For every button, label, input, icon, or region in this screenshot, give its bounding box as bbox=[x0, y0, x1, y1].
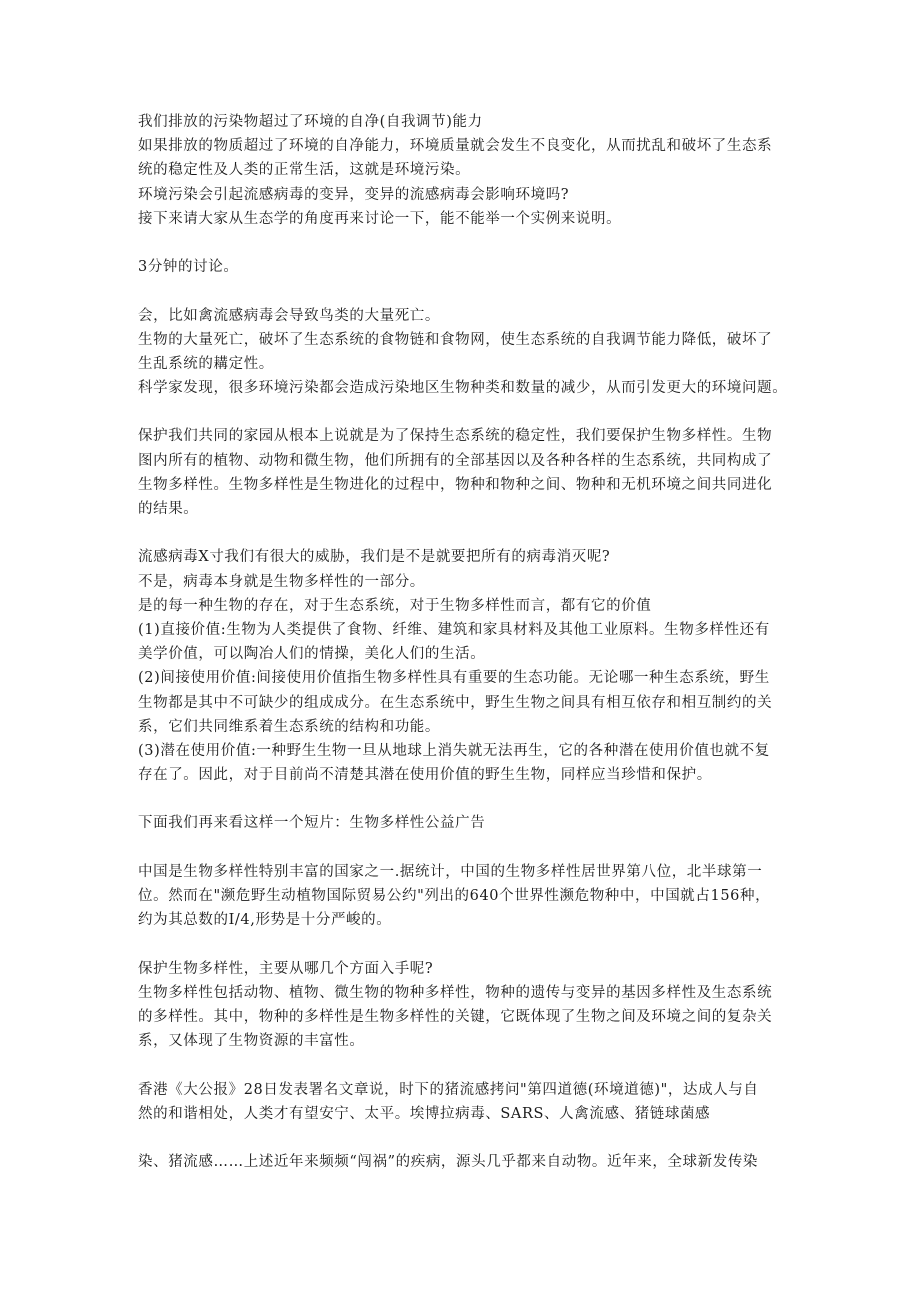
text-line: 是的每一种生物的存在，对于生态系统，对于生物多样性而言，都有它的价值 bbox=[138, 597, 652, 614]
document-body bbox=[138, 110, 798, 1174]
text-line: 的多样性。其中，物种的多样性是生物多样性的关键，它既体现了生物之间及环境之间的复杂关 bbox=[138, 1008, 773, 1025]
text-line: 美学价值，可以陶冶人们的情操，美化人们的生活。 bbox=[138, 646, 486, 663]
text-line: 科学家发现，很多环境污染都会造成污染地区生物种类和数量的减少，从而引发更大的环境问题。 bbox=[138, 380, 788, 397]
text-line: (2)间接使用价值:间接使用价值指生物多样性具有重要的生态功能。无论哪一种生态系统，野生 bbox=[138, 670, 770, 687]
text-line: 生物的大量死亡，破坏了生态系统的食物链和食物网，使生态系统的自我调节能力降低，破坏了 bbox=[138, 331, 773, 348]
blank-line bbox=[138, 279, 798, 303]
text-line: 生物多样性。生物多样性是生物进化的过程中，物种和物种之间、物种和无机环境之间共同进化 bbox=[138, 476, 773, 493]
blank-line bbox=[138, 932, 798, 956]
blank-line bbox=[138, 836, 798, 860]
blank-line bbox=[138, 1053, 798, 1077]
text-line: 生物多样性包括动物、植物、微生物的物种多样性，物种的遗传与变异的基因多样性及生态系统 bbox=[138, 984, 773, 1001]
blank-line bbox=[138, 521, 798, 545]
text-line: (1)直接价值:生物为人类提供了食物、纤维、建筑和家具材料及其他工业原料。生物多样性还有 bbox=[138, 621, 770, 638]
text-line: 图内所有的植物、动物和微生物，他们所拥有的全部基因以及各种各样的生态系统，共同构成了 bbox=[138, 452, 773, 469]
text-line: 接下来请大家从生态学的角度再来讨论一下，能不能举一个实例来说明。 bbox=[138, 210, 622, 227]
blank-line bbox=[138, 231, 798, 255]
text-line: 系，它们共同维系着生态系统的结构和功能。 bbox=[138, 718, 440, 735]
text-line: 保护生物多样性，主要从哪几个方面入手呢? bbox=[138, 960, 434, 977]
text-line: 系，又体现了生物资源的丰富性。 bbox=[138, 1033, 365, 1050]
text-line: 约为其总数的I/4,形势是十分严峻的。 bbox=[138, 912, 392, 929]
text-line: 生乱系统的耩定性。 bbox=[138, 355, 274, 372]
text-line: 不是，病毒本身就是生物多样性的一部分。 bbox=[138, 573, 425, 590]
text-line: 3分钟的讨论。 bbox=[138, 259, 239, 276]
text-line: 位。然而在"濒危野生动植物国际贸易公约"列出的640个世界性濒危物种中，中国就占156种， bbox=[138, 888, 771, 904]
text-line: 然的和谐相处，人类才有望安宁、太平。埃博拉病毒、SARS、人禽流感、猪链球菌感 bbox=[138, 1105, 711, 1122]
text-line: 存在了。因此，对于目前尚不清楚其潜在使用价值的野生生物，同样应当珍惜和保护。 bbox=[138, 767, 712, 784]
blank-line bbox=[138, 787, 798, 811]
text-line: 的结果。 bbox=[138, 501, 199, 517]
text-line: 香港《大公报》28日发表署名文章说，时下的猪流感拷问"第四道德(环境道德)"，达成人与自 bbox=[138, 1081, 759, 1098]
text-line: 统的稳定性及人类的正常生活，这就是环境污染。 bbox=[138, 162, 471, 179]
text-line: 下面我们再来看这样一个短片：生物多样性公益广告 bbox=[138, 815, 486, 832]
text-line: 保护我们共同的家园从根本上说就是为了保持生态系统的稳定性，我们要保护生物多样性。生物 bbox=[138, 428, 773, 445]
blank-line bbox=[138, 400, 798, 424]
text-line: 生物都是其中不可缺少的组成成分。在生态系统中，野生生物之间具有相互依存和相互制约的关 bbox=[138, 694, 773, 711]
text-line: (3)潜在使用价值:一种野生生物一旦从地球上消失就无法再生，它的各种潜在使用价值也就不复 bbox=[138, 742, 770, 759]
text-line: 会，比如禽流感病毒会导致鸟类的大量死亡。 bbox=[138, 307, 440, 324]
text-line: 环境污染会引起流感病毒的变异，变异的流感病毒会影响环境吗? bbox=[138, 186, 570, 203]
text-line: 中国是生物多样性特别丰富的国家之一.据统计，中国的生物多样性居世界第八位，北半球第一 bbox=[138, 863, 763, 880]
text-line: 流感病毒X寸我们有很大的威胁，我们是不是就要把所有的病毒消灭呢? bbox=[138, 549, 611, 566]
blank-line bbox=[138, 1126, 798, 1150]
text-line: 我们排放的污染物超过了环境的自净(自我调节)能力 bbox=[138, 114, 483, 130]
text-line: 染、猪流感……上述近年来频频“闯祸”的疾病，源头几乎都来自动物。近年来，全球新发传染 bbox=[138, 1154, 759, 1171]
text-line: 如果排放的物质超过了环境的自净能力，环境质量就会发生不良变化，从而扰乱和破坏了生态系 bbox=[138, 138, 773, 155]
